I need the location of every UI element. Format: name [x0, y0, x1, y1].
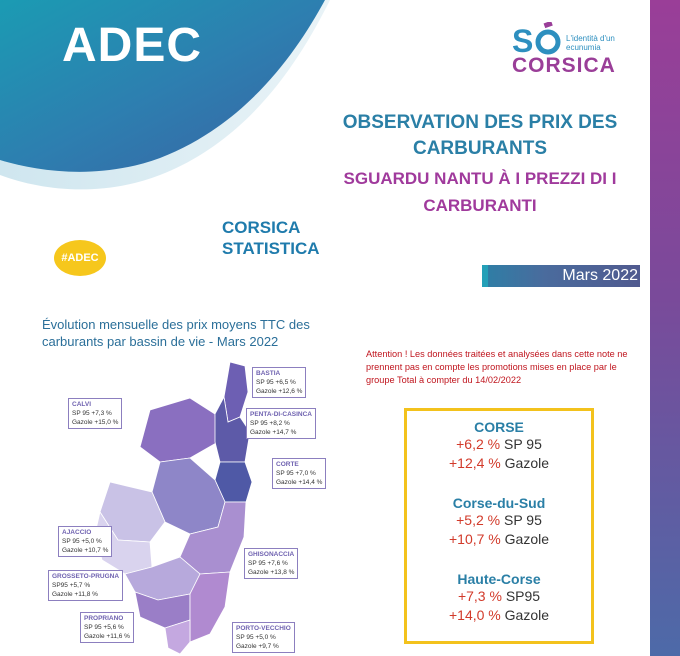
map-label-corte: CORTE SP 95 +7,0 % Gazole +14,4 %: [272, 458, 326, 489]
summary-corse: CORSE +6,2 % SP 95 +12,4 % Gazole: [448, 419, 549, 471]
map-zone-porto-vecchio: [190, 572, 230, 642]
corsica-brand-logo-icon: [512, 22, 564, 56]
map-zone-cap-corse: [224, 362, 248, 422]
map-label-bastia: BASTIA SP 95 +6,5 % Gazole +12,6 %: [252, 367, 306, 398]
summary-corse-du-sud: Corse-du-Sud +5,2 % SP 95 +10,7 % Gazole: [448, 495, 549, 547]
hashtag-badge: #ADEC: [54, 240, 106, 276]
warning-note: Attention ! Les données traitées et analysées dans cette note ne prennent pas en compte les promotions mises en place par le groupe Total à compter du 14/02/2022: [366, 349, 628, 385]
right-decorative-band: [650, 0, 680, 656]
date-bar-accent: [482, 265, 488, 287]
title-corsican: SGUARDU NANTU À I PREZZI DI I CARBURANTI: [343, 169, 617, 215]
map-zone-balagne: [140, 398, 218, 462]
corsica-statistica-label: CORSICA STATISTICA: [222, 218, 320, 258]
map-label-grosseto-prugna: GROSSETO-PRUGNA SP95 +5,7 % Gazole +11,8 %: [48, 570, 123, 601]
map-label-ghisonaccia: GHISONACCIA SP 95 +7,6 % Gazole +13,8 %: [244, 548, 298, 579]
svg-text:S: S: [512, 23, 534, 56]
map-title: Évolution mensuelle des prix moyens TTC des carburants par bassin de vie - Mars 2022: [42, 317, 310, 349]
summary-haute-corse: Haute-Corse +7,3 % SP95 +14,0 % Gazole: [448, 571, 549, 623]
title-french: OBSERVATION DES PRIX DES CARBURANTS: [342, 112, 618, 159]
adec-logo: ADEC: [62, 19, 203, 72]
map-label-porto-vecchio: PORTO-VECCHIO SP 95 +5,0 % Gazole +9,7 %: [232, 622, 295, 653]
brand-tagline: L'identità d'un ecunumia: [566, 34, 615, 52]
summary-box: [404, 408, 594, 644]
date-bar: Mars 2022: [482, 265, 640, 287]
map-label-ajaccio: AJACCIO SP 95 +5,0 % Gazole +10,7 %: [58, 526, 112, 557]
brand-name: CORSICA: [512, 54, 616, 77]
map-label-calvi: CALVI SP 95 +7,3 % Gazole +15,0 %: [68, 398, 122, 429]
map-label-propriano: PROPRIANO SP 95 +5,6 % Gazole +11,6 %: [80, 612, 134, 643]
map-label-penta-di-casinca: PENTA-DI-CASINCA SP 95 +8,2 % Gazole +14,7 %: [246, 408, 316, 439]
